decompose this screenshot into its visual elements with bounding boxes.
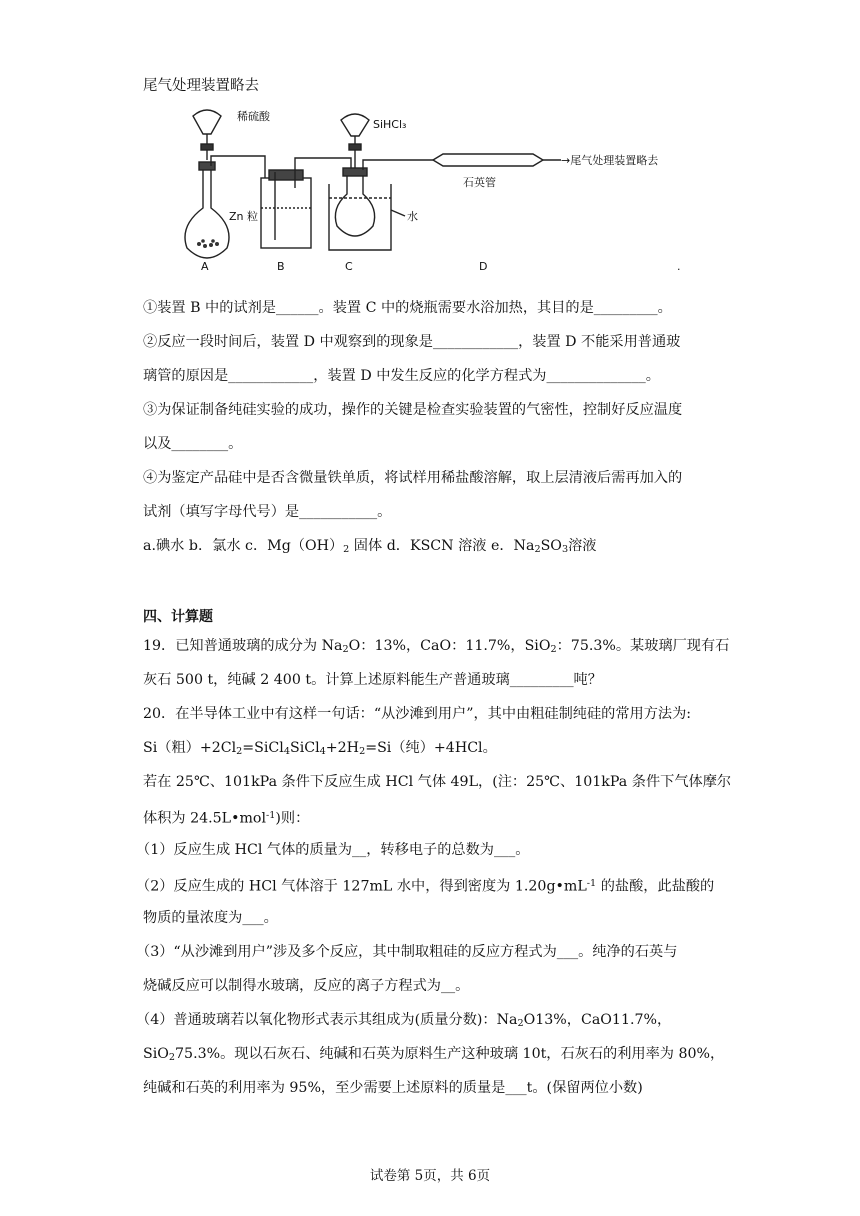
label-exhaust: →尾气处理装置略去 [561,154,659,167]
beaker-c [329,184,391,250]
question-20-sub-4-line1: （4）普通玻璃若以氧化物形式表示其组成为(质量分数)：Na2O13%，CaO11.7%， [136,1012,672,1029]
question-20-sub-4-line3: 纯碱和石英的利用率为 95%，至少需要上述原料的质量是___t。(保留两位小数) [143,1080,643,1096]
label-zn: Zn 粒 [229,210,259,223]
question-20-intro: 20．在半导体工业中有这样一句话：“从沙滩到用户”，其中由粗硅制纯硅的常用方法为: [143,706,692,722]
funnel-c [341,114,369,136]
label-water: 水 [407,210,418,223]
question-20-sub-3-line2: 烧碱反应可以制得水玻璃，反应的离子方程式为__。 [143,978,470,994]
funnel-a [193,110,221,134]
apparatus-diagram [165,98,705,278]
question-2-line2: 璃管的原因是____________，装置 D 中发生反应的化学方程式为______________。 [143,368,660,384]
question-3-line2: 以及________。 [143,436,243,452]
option-a: a.碘水 [143,538,185,554]
question-20-equation: Si（粗）+2Cl2=SiCl4SiCl4+2H2=Si（纯）+4HCl。 [143,740,497,757]
question-4-options [143,536,596,560]
question-19-line1: 19．已知普通玻璃的成分为 Na2O：13%，CaO：11.7%，SiO2：75.3%。某玻璃厂现有石 [143,638,730,655]
question-4-line2: 试剂（填写字母代号）是___________。 [143,504,392,520]
flask-c [335,174,374,236]
question-20-condition-2: 体积为 24.5L•mol$^{-1}$)则： [143,810,310,827]
label-sihcl3: SiHCl₃ [373,118,407,131]
quartz-tube-d [433,154,543,166]
figure-top-caption: 尾气处理装置略去 [143,78,259,94]
bottle-b [261,178,311,248]
question-1: ①装置 B 中的试剂是______。装置 C 中的烧瓶需要水浴加热，其目的是_________。 [143,300,672,316]
question-20-sub-1: （1）反应生成 HCl 气体的质量为__，转移电子的总数为___。 [136,842,530,858]
question-20-sub-4-line2: SiO275.3%。现以石灰石、纯碱和石英为原料生产这种玻璃 10t，石灰石的利用率为 80%， [143,1046,725,1063]
label-d: D [479,260,488,273]
flask-a [185,168,229,258]
question-20-sub-2-line2: 物质的量浓度为___。 [143,910,278,926]
label-a: A [201,260,209,273]
label-dot: . [677,260,681,273]
label-b: B [277,260,285,273]
label-acid: 稀硫酸 [237,110,270,123]
label-c: C [345,260,353,273]
option-e: e．Na2SO3溶液 [490,538,597,555]
page-footer: 试卷第 5页，共 6页 [369,1168,491,1184]
question-4-line1: ④为鉴定产品硅中是否含微量铁单质，将试样用稀盐酸溶解，取上层清液后需再加入的 [143,470,683,486]
label-quartz: 石英管 [463,176,496,189]
section-4-heading: 四、计算题 [143,609,213,625]
question-20-sub-2-line1: （2）反应生成的 HCl 气体溶于 127mL 水中，得到密度为 $1.20g•mL^{-1}$ 的盐酸，此盐酸的 [136,878,715,895]
option-c: c．Mg（OH）2 固体 [245,538,383,555]
option-d: d．KSCN 溶液 [386,538,487,554]
option-b: b．氯水 [188,538,241,554]
question-2-line1: ②反应一段时间后，装置 D 中观察到的现象是____________，装置 D 不能采用普通玻 [143,334,681,350]
question-20-condition-1: 若在 25℃、101kPa 条件下反应生成 HCl 气体 49L，(注：25℃、101kPa 条件下气体摩尔 [143,774,732,790]
question-19-line2: 灰石 500 t，纯碱 2 400 t。计算上述原料能生产普通玻璃_________吨？ [143,672,602,688]
question-3-line1: ③为保证制备纯硅实验的成功，操作的关键是检查实验装置的气密性，控制好反应温度 [143,402,683,418]
question-20-sub-3-line1: （3）“从沙滩到用户”涉及多个反应，其中制取粗硅的反应方程式为___。纯净的石英与 [136,944,678,960]
